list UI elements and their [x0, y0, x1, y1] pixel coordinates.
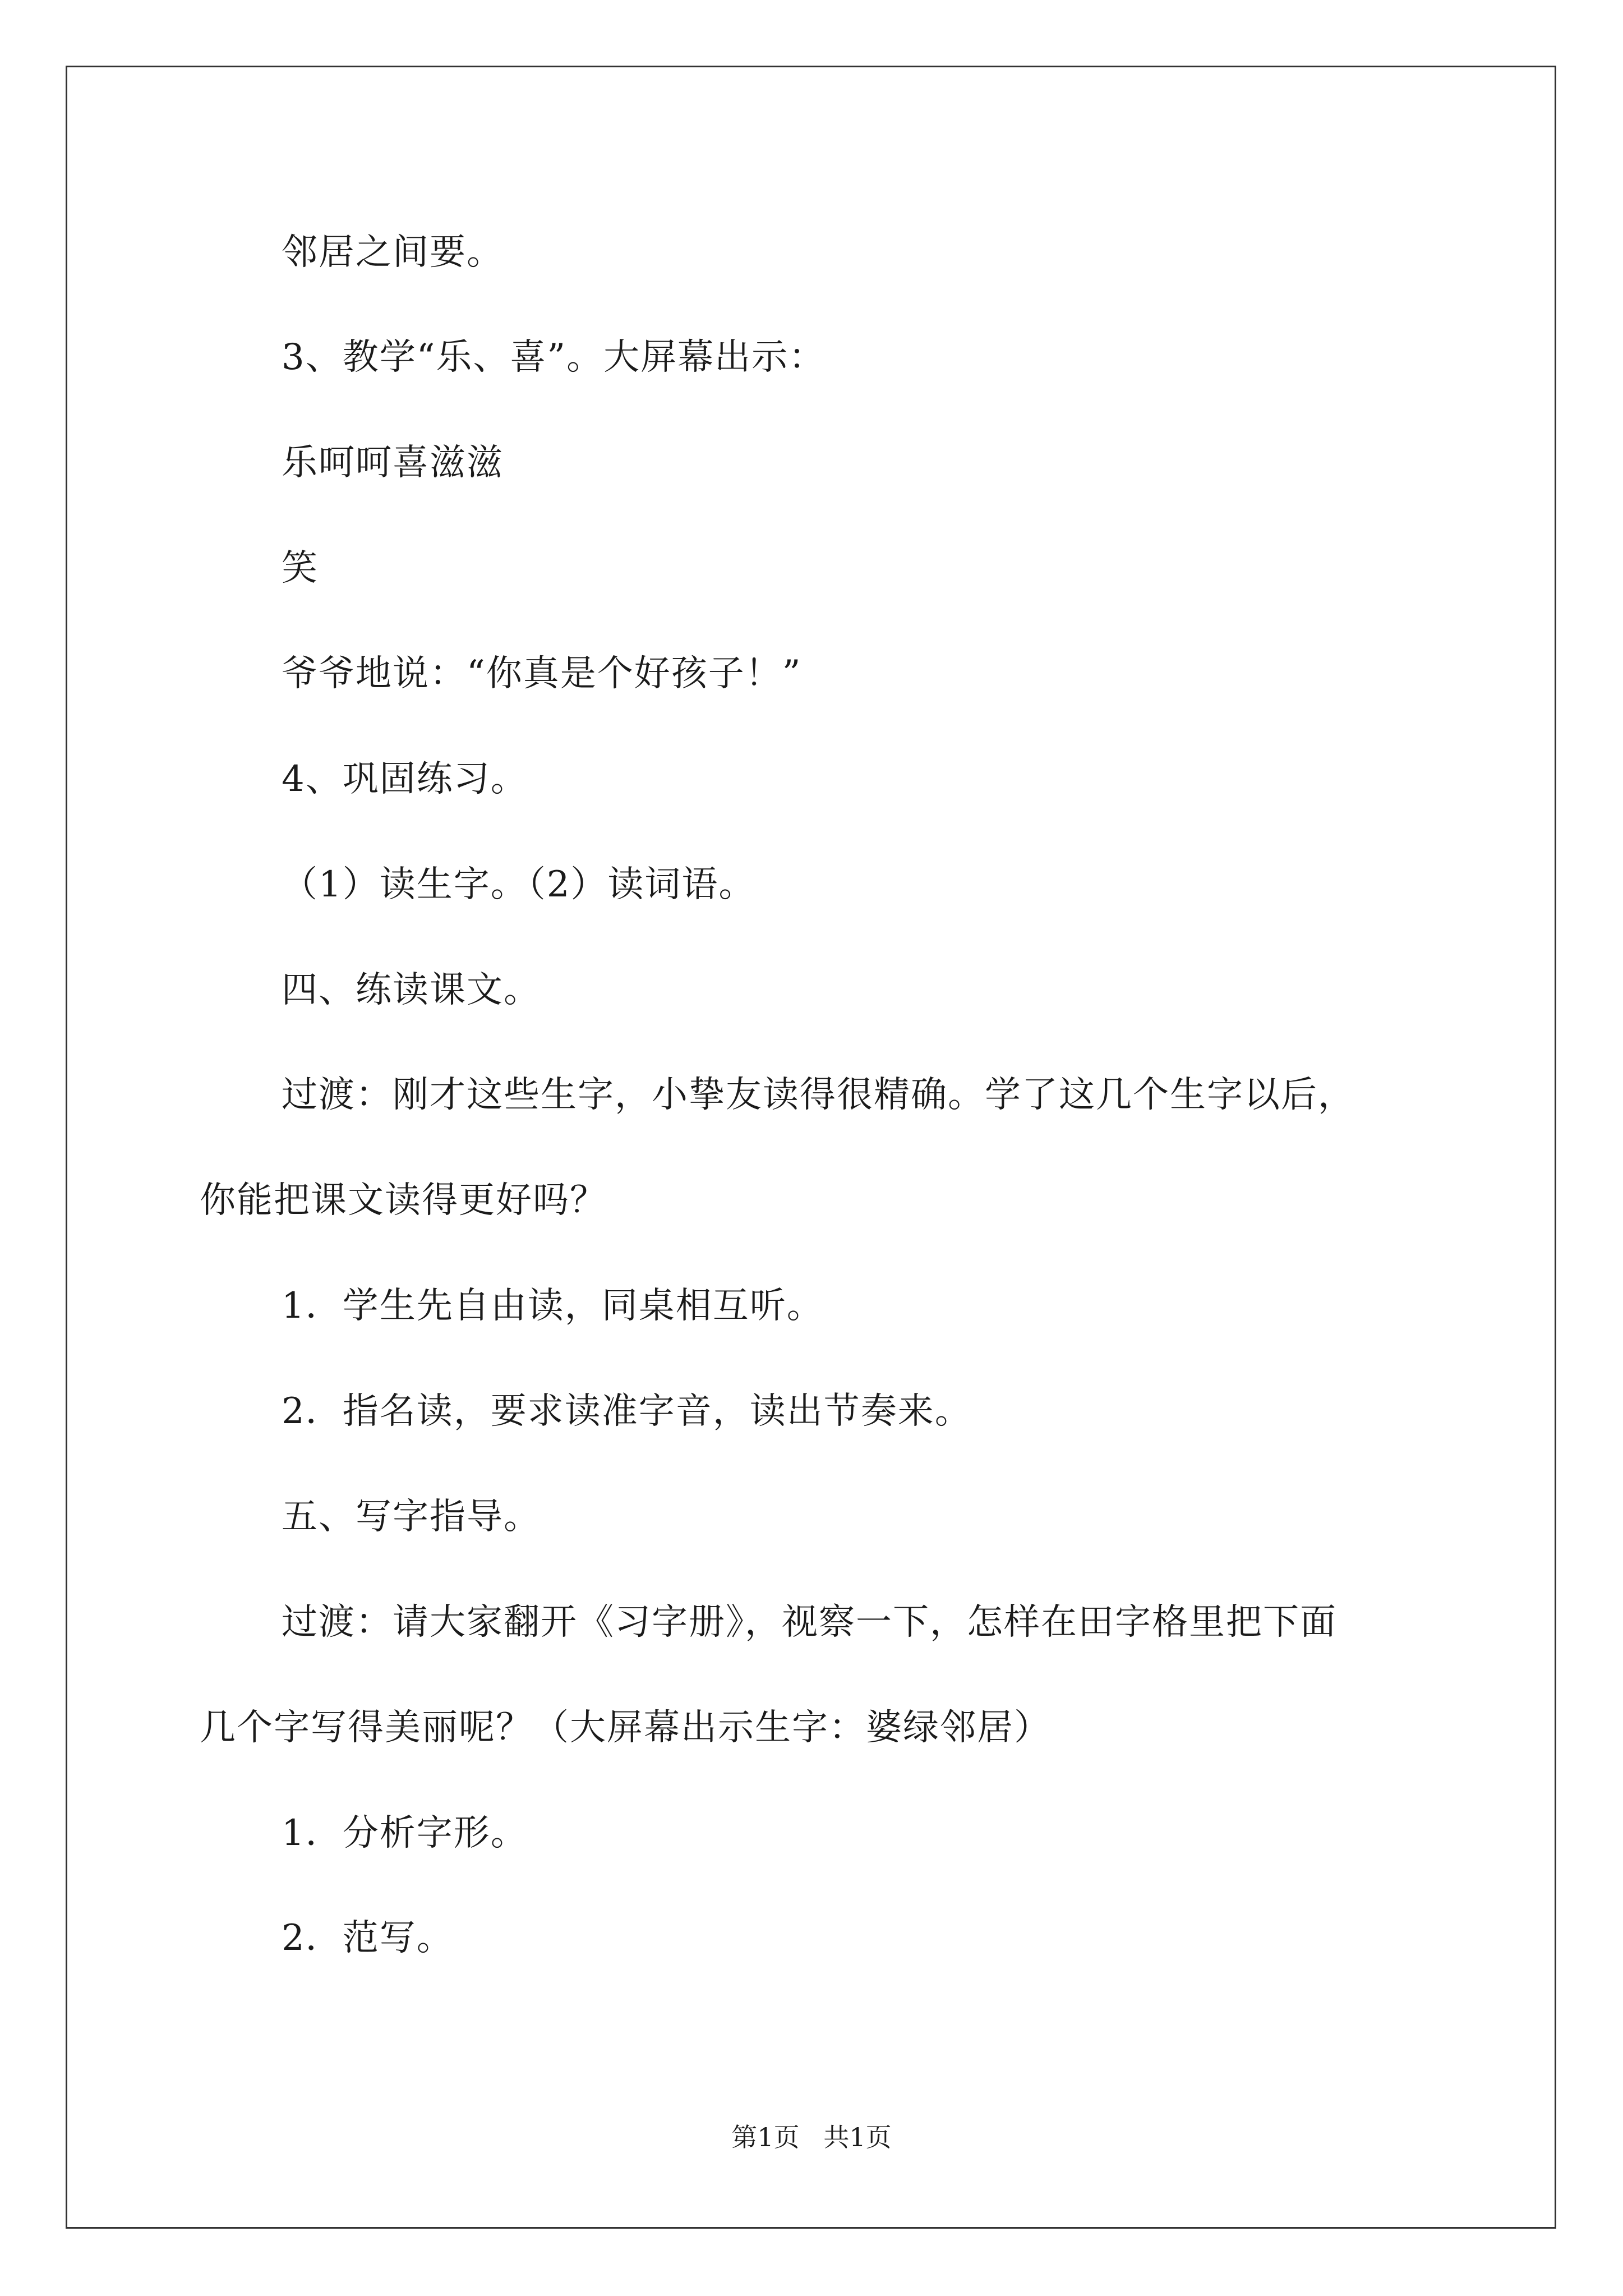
text-line-4: 笑	[282, 547, 319, 589]
text-line-1: 邻居之间要。	[282, 232, 504, 273]
text-line-13: 五、写字指导。	[282, 1496, 541, 1538]
text-line-6: 4、巩固练习。	[282, 758, 528, 800]
text-line-2: 3、教学“乐、喜”。大屏幕出示：	[282, 337, 826, 378]
text-line-8: 四、练读课文。	[282, 969, 541, 1011]
page-number: 第1页	[731, 2122, 800, 2152]
text-line-5: 爷爷地说：“你真是个好孩子！”	[282, 653, 802, 694]
text-line-3: 乐呵呵喜滋滋	[282, 442, 504, 484]
page-total: 共1页	[823, 2122, 892, 2152]
text-line-12: 2．指名读，要求读准字音，读出节奏来。	[282, 1391, 972, 1432]
text-line-9: 过渡：刚才这些生字，小挚友读得很精确。学了这几个生字以后，	[282, 1074, 1355, 1116]
text-line-11: 1．学生先自由读，同桌相互听。	[282, 1285, 824, 1327]
text-line-7: （1）读生字。（2）读词语。	[282, 864, 756, 905]
text-line-14: 过渡：请大家翻开《习字册》，视察一下，怎样在田字格里把下面	[282, 1602, 1337, 1643]
text-line-17: 2．范写。	[282, 1917, 454, 1959]
text-line-16: 1．分析字形。	[282, 1812, 528, 1854]
text-line-15: 几个字写得美丽呢？（大屏幕出示生字：婆绿邻居）	[200, 1707, 1051, 1749]
page-footer	[0, 2120, 1623, 2154]
page-border	[66, 66, 1556, 2229]
text-line-10: 你能把课文读得更好吗？	[200, 1180, 607, 1221]
